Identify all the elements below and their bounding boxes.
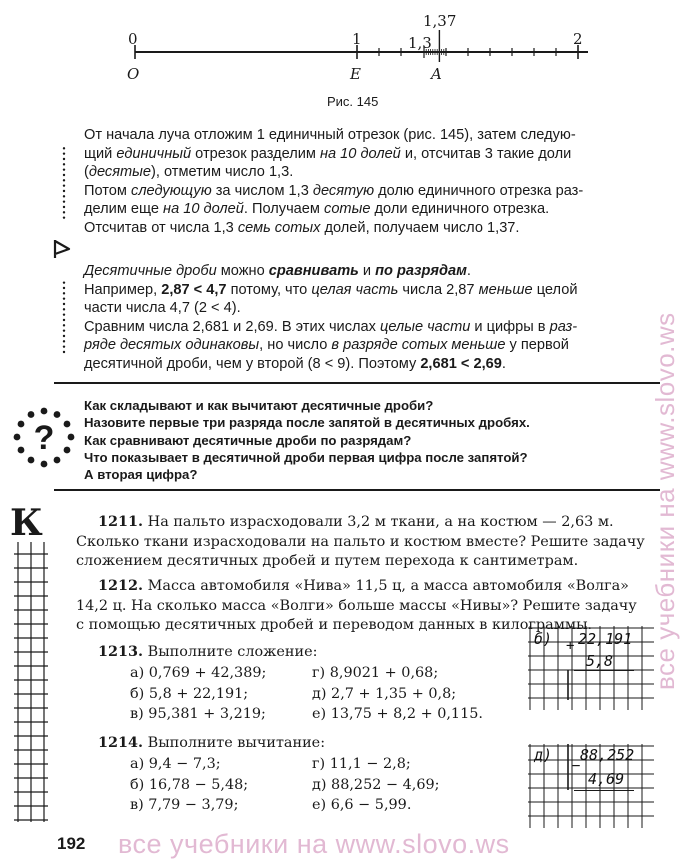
exercise-item: г) 11,1 − 2,8; [312,756,411,772]
exercise-1213-title [98,642,317,663]
question-item: Назовите первые три разряда после запятой в десятичных дробях. [84,415,530,431]
exercise-1211 [76,512,658,572]
theory-line: Сравним числа 2,681 и 2,69. В этих числах целые части и цифры в раз- [84,318,578,335]
exercise-1214-left [130,754,248,816]
dotted-margin-rule [62,128,66,238]
question-item: Как складывают и как вычитают десятичные дроби? [84,398,434,413]
handwritten-top-number: 88,252 [580,746,635,764]
divider [54,489,660,491]
theory-line: Отсчитав от числа 1,3 семь сотых долей, получаем число 1,37. [84,219,520,236]
theory-paragraph-1 [84,126,656,238]
review-questions [84,397,656,483]
theory-line: делим еще на 10 долей. Получаем сотые доли единичного отрезка. [84,201,550,218]
exercise-item: е) 13,75 + 8,2 + 0,115. [312,706,483,723]
exercise-text: Масса автомобиля «Нива» 11,5 ц, а масса автомобиля «Волга» [147,578,629,594]
exercise-text: сложением десятичных дробей и путем перехода к сантиметрам. [76,553,579,569]
theory-heading: Десятичные дроби можно сравнивать и по разрядам. [84,263,471,279]
point-A: A [431,65,442,83]
section-letter-K: К [10,502,43,544]
theory-line: От начала луча отложим 1 единичный отрезок (рис. 145), затем следую- [84,127,576,143]
rule-flag-icon [52,238,72,260]
exercise-item: а) 0,769 + 42,389; [130,665,267,681]
exercise-number: 1214. [98,734,144,751]
theory-line: десятичной дроби, чем у второй (8 < 9). Поэтому 2,681 < 2,69. [84,355,506,372]
exercise-item: д) 88,252 − 4,69; [312,776,440,793]
handwritten-underline [574,790,634,791]
theory-line: ряде десятых одинаковы, но число в разряде сотых меньше у первой [84,337,569,354]
handwritten-sign: − [572,758,581,774]
exercise-item: г) 8,9021 + 0,68; [312,665,439,681]
question-item: Как сравнивают десятичные дроби по разрядам? [84,432,412,448]
tick-label-2: 2 [573,30,583,48]
exercise-item: б) 5,8 + 22,191; [130,685,249,702]
exercise-1214-right [312,754,440,816]
exercise-1214-title [98,733,325,754]
tick-label-1: 1 [352,30,362,48]
theory-line: щий единичный отрезок разделим на 10 долей и, отсчитав 3 такие доли [84,145,572,162]
theory-paragraph-2 [84,262,656,374]
tick-label-1-37: 1,37 [423,12,457,30]
exercise-item: б) 16,78 − 5,48; [130,776,249,793]
exercise-item: а) 9,4 − 7,3; [130,756,221,772]
theory-line: Например, 2,87 < 4,7 потому, что целая часть числа 2,87 меньше целой [84,281,578,298]
svg-text:?: ? [33,419,55,457]
exercise-title: Выполните вычитание: [147,735,326,751]
exercise-text: 14,2 ц. На сколько масса «Волги» больше массы «Нивы»? Решите задачу [76,597,637,614]
tick-label-1-3: 1,3 [408,34,432,52]
handwritten-label: б) [534,630,553,648]
handwritten-bottom-number: 5,8 [586,652,614,670]
point-O: O [127,65,140,83]
exercise-number: 1212. [98,577,144,594]
handwritten-top-number: 22,191 [578,630,633,648]
question-item: А вторая цифра? [84,467,198,483]
exercise-number: 1211. [98,513,144,530]
divider [54,382,660,384]
exercise-number: 1213. [98,643,144,660]
exercise-text: На пальто израсходовали 3,2 м ткани, а на костюм — 2,63 м. [147,514,614,530]
handwritten-label: д) [534,746,553,764]
theory-line: Потом следующую за числом 1,3 десятую долю единичного отрезка раз- [84,182,584,199]
exercise-item: в) 7,79 − 3,79; [130,797,239,814]
exercise-item: в) 95,381 + 3,219; [130,706,266,723]
tick-label-0: 0 [128,30,138,48]
handwritten-bottom-number: 4,69 [588,770,625,788]
question-item: Что показывает в десятичной дроби первая цифра после запятой? [84,449,528,465]
exercise-1213-right [312,663,483,725]
exercise-1213-left [130,663,266,725]
exercise-title: Выполните сложение: [147,644,318,660]
point-E: E [350,65,361,83]
exercise-text: с помощью десятичных дробей и переводом данных в килограммы. [76,617,593,633]
watermark-bottom: все учебники на www.slovo.ws [118,829,510,859]
exercise-item: е) 6,6 − 5,99. [312,797,412,814]
watermark-side: все учебники на www.slovo.ws [650,312,680,690]
exercise-text: Сколько ткани израсходовали на пальто и костюм вместе? Решите задачу [76,533,645,550]
theory-line: (десятые), отметим число 1,3. [84,164,294,181]
handwritten-sign: + [566,638,575,654]
figure-caption: Рис. 145 [327,94,379,109]
page-number: 192 [57,834,86,853]
dotted-margin-rule [62,262,66,374]
theory-line: части числа 4,7 (2 < 4). [84,300,241,317]
question-icon [12,406,76,470]
grid-strip-decoration [14,512,48,822]
exercise-item: д) 2,7 + 1,35 + 0,8; [312,685,457,702]
handwritten-underline [574,670,634,671]
